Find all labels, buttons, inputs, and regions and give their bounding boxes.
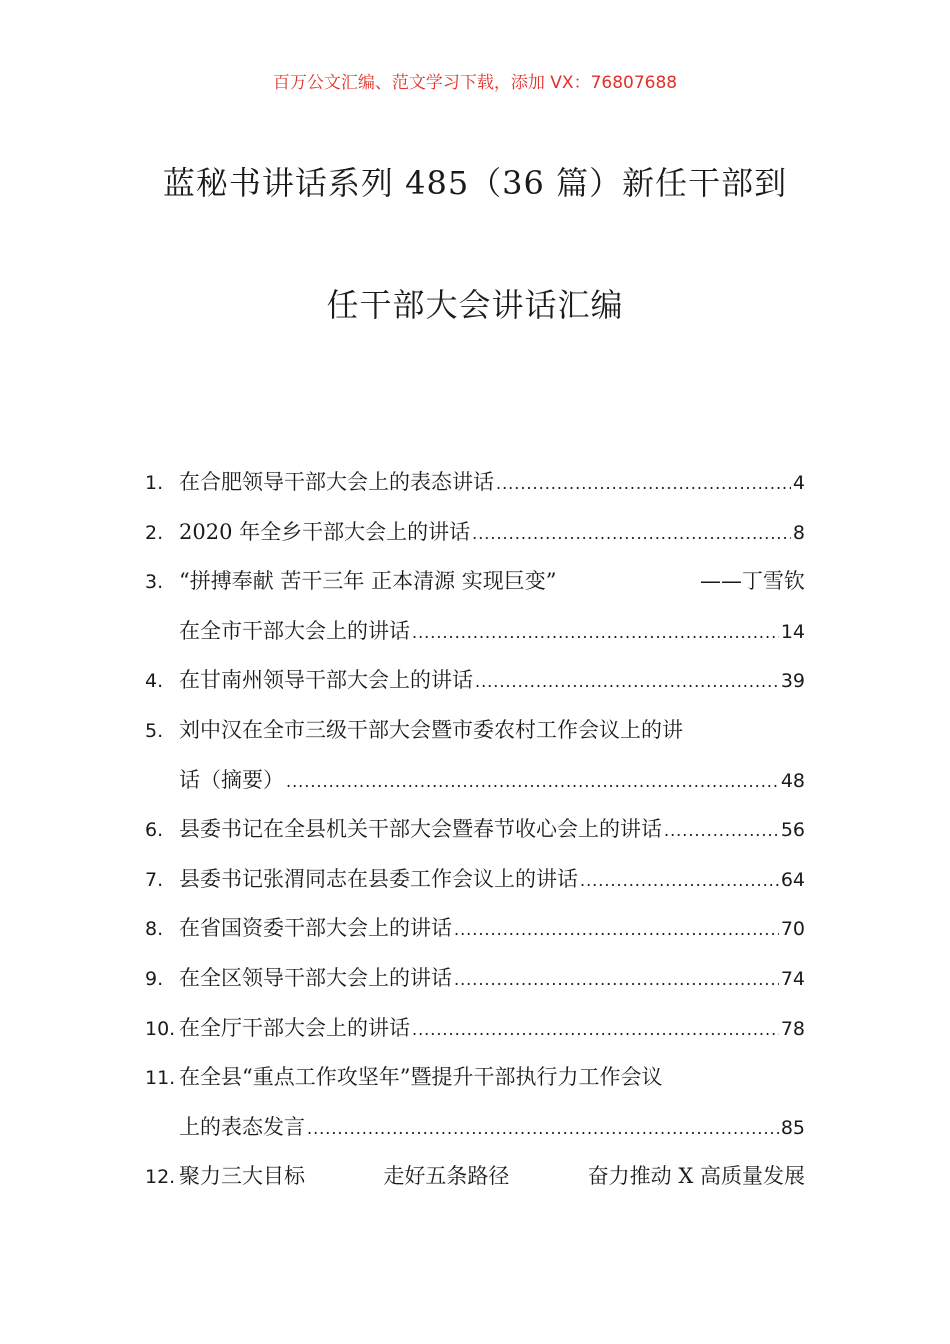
- toc-entry-page: 64: [780, 868, 805, 891]
- toc-entry-continuation[interactable]: [145, 607, 805, 657]
- toc-entry-title: 在合肥领导干部大会上的表态讲话: [179, 470, 494, 494]
- dot-leader: [286, 757, 779, 807]
- toc-entry[interactable]: [145, 706, 805, 756]
- watermark-header: 百万公文汇编、范文学习下载，添加 VX：76807688: [272, 73, 678, 93]
- toc-entry-page: 70: [780, 918, 805, 941]
- toc-entry-page: 85: [780, 1116, 805, 1139]
- toc-entry[interactable]: [145, 557, 805, 607]
- toc-entry[interactable]: [145, 458, 805, 508]
- toc-entry-number: 4.: [145, 670, 164, 693]
- document-title-line-1: 蓝秘书讲话系列 485（36 篇）新任干部到: [162, 164, 788, 202]
- toc-entry-number: 2.: [145, 521, 164, 544]
- toc-entry-page: 74: [780, 967, 805, 990]
- dot-leader: [412, 608, 779, 658]
- toc-entry-continuation[interactable]: [145, 756, 805, 806]
- toc-entry-page: 56: [780, 819, 805, 842]
- dot-leader: [496, 459, 791, 509]
- toc-entry[interactable]: [145, 954, 805, 1004]
- toc-entry-title-part: 奋力推动 X 高质量发展: [587, 1164, 805, 1189]
- toc-entry-title: 在全区领导干部大会上的讲话: [179, 965, 452, 990]
- dot-leader: [475, 657, 779, 707]
- toc-entry-title: 在甘南州领导干部大会上的讲话: [179, 668, 473, 693]
- toc-entry[interactable]: [145, 855, 805, 905]
- toc-entry[interactable]: [145, 1004, 805, 1054]
- document-title-line-2: 任干部大会讲话汇编: [326, 286, 624, 324]
- toc-entry[interactable]: [145, 1152, 805, 1202]
- toc-entry-number: 5.: [145, 719, 164, 742]
- toc-entry-title: 县委书记在全县机关干部大会暨春节收心会上的讲话: [179, 817, 662, 842]
- toc-entry[interactable]: [145, 656, 805, 706]
- toc-entry-page: 4: [792, 472, 805, 494]
- toc-entry-number: 3.: [145, 571, 164, 594]
- dot-leader: [472, 509, 791, 559]
- toc-entry-number: 12.: [145, 1166, 176, 1189]
- toc-entry-title: 2020 年全乡干部大会上的讲话: [179, 519, 471, 544]
- toc-entry-continuation[interactable]: [145, 1103, 805, 1153]
- toc-entry[interactable]: [145, 508, 805, 558]
- toc-entry-title: 在省国资委干部大会上的讲话: [179, 916, 452, 941]
- dot-leader: [580, 856, 779, 906]
- toc-entry-subtitle: ——丁雪钦: [700, 569, 805, 594]
- toc-entry-number: 8.: [145, 918, 164, 941]
- toc-entry-title: 在全市干部大会上的讲话: [179, 618, 410, 643]
- toc-entry-number: 6.: [145, 819, 164, 842]
- toc-entry-title-part: 聚力三大目标: [179, 1164, 305, 1189]
- toc-entry-number: 10.: [145, 1017, 176, 1040]
- toc-entry-title: 在全县“重点工作攻坚年”暨提升干部执行力工作会议: [179, 1065, 663, 1090]
- toc-entry-title: 上的表态发言: [179, 1114, 305, 1139]
- toc-entry-page: 14: [780, 620, 805, 643]
- toc-entry-title: 在全厅干部大会上的讲话: [179, 1015, 410, 1040]
- dot-leader: [454, 955, 779, 1005]
- dot-leader: [664, 806, 779, 856]
- toc-entry[interactable]: [145, 904, 805, 954]
- toc-entry-page: 78: [780, 1017, 805, 1040]
- toc-entry-title-part: 走好五条路径: [383, 1164, 510, 1189]
- table-of-contents: [145, 458, 805, 1202]
- dot-leader: [454, 905, 779, 955]
- toc-entry[interactable]: [145, 1053, 805, 1103]
- toc-entry-title: 话（摘要）: [179, 767, 284, 792]
- dot-leader: [412, 1005, 779, 1055]
- toc-entry-number: 1.: [145, 472, 164, 494]
- toc-entry-number: 9.: [145, 967, 164, 990]
- toc-entry[interactable]: [145, 805, 805, 855]
- toc-entry-title: 刘中汉在全市三级干部大会暨市委农村工作会议上的讲: [179, 717, 683, 742]
- toc-entry-title: “拼搏奉献 苦干三年 正本清源 实现巨变”: [179, 569, 557, 594]
- toc-entry-page: 48: [780, 769, 805, 792]
- toc-entry-page: 39: [780, 670, 805, 693]
- toc-entry-number: 7.: [145, 868, 164, 891]
- dot-leader: [307, 1104, 779, 1154]
- toc-entry-page: 8: [792, 521, 805, 544]
- toc-entry-number: 11.: [145, 1067, 176, 1090]
- toc-entry-title: 县委书记张渭同志在县委工作会议上的讲话: [179, 866, 578, 891]
